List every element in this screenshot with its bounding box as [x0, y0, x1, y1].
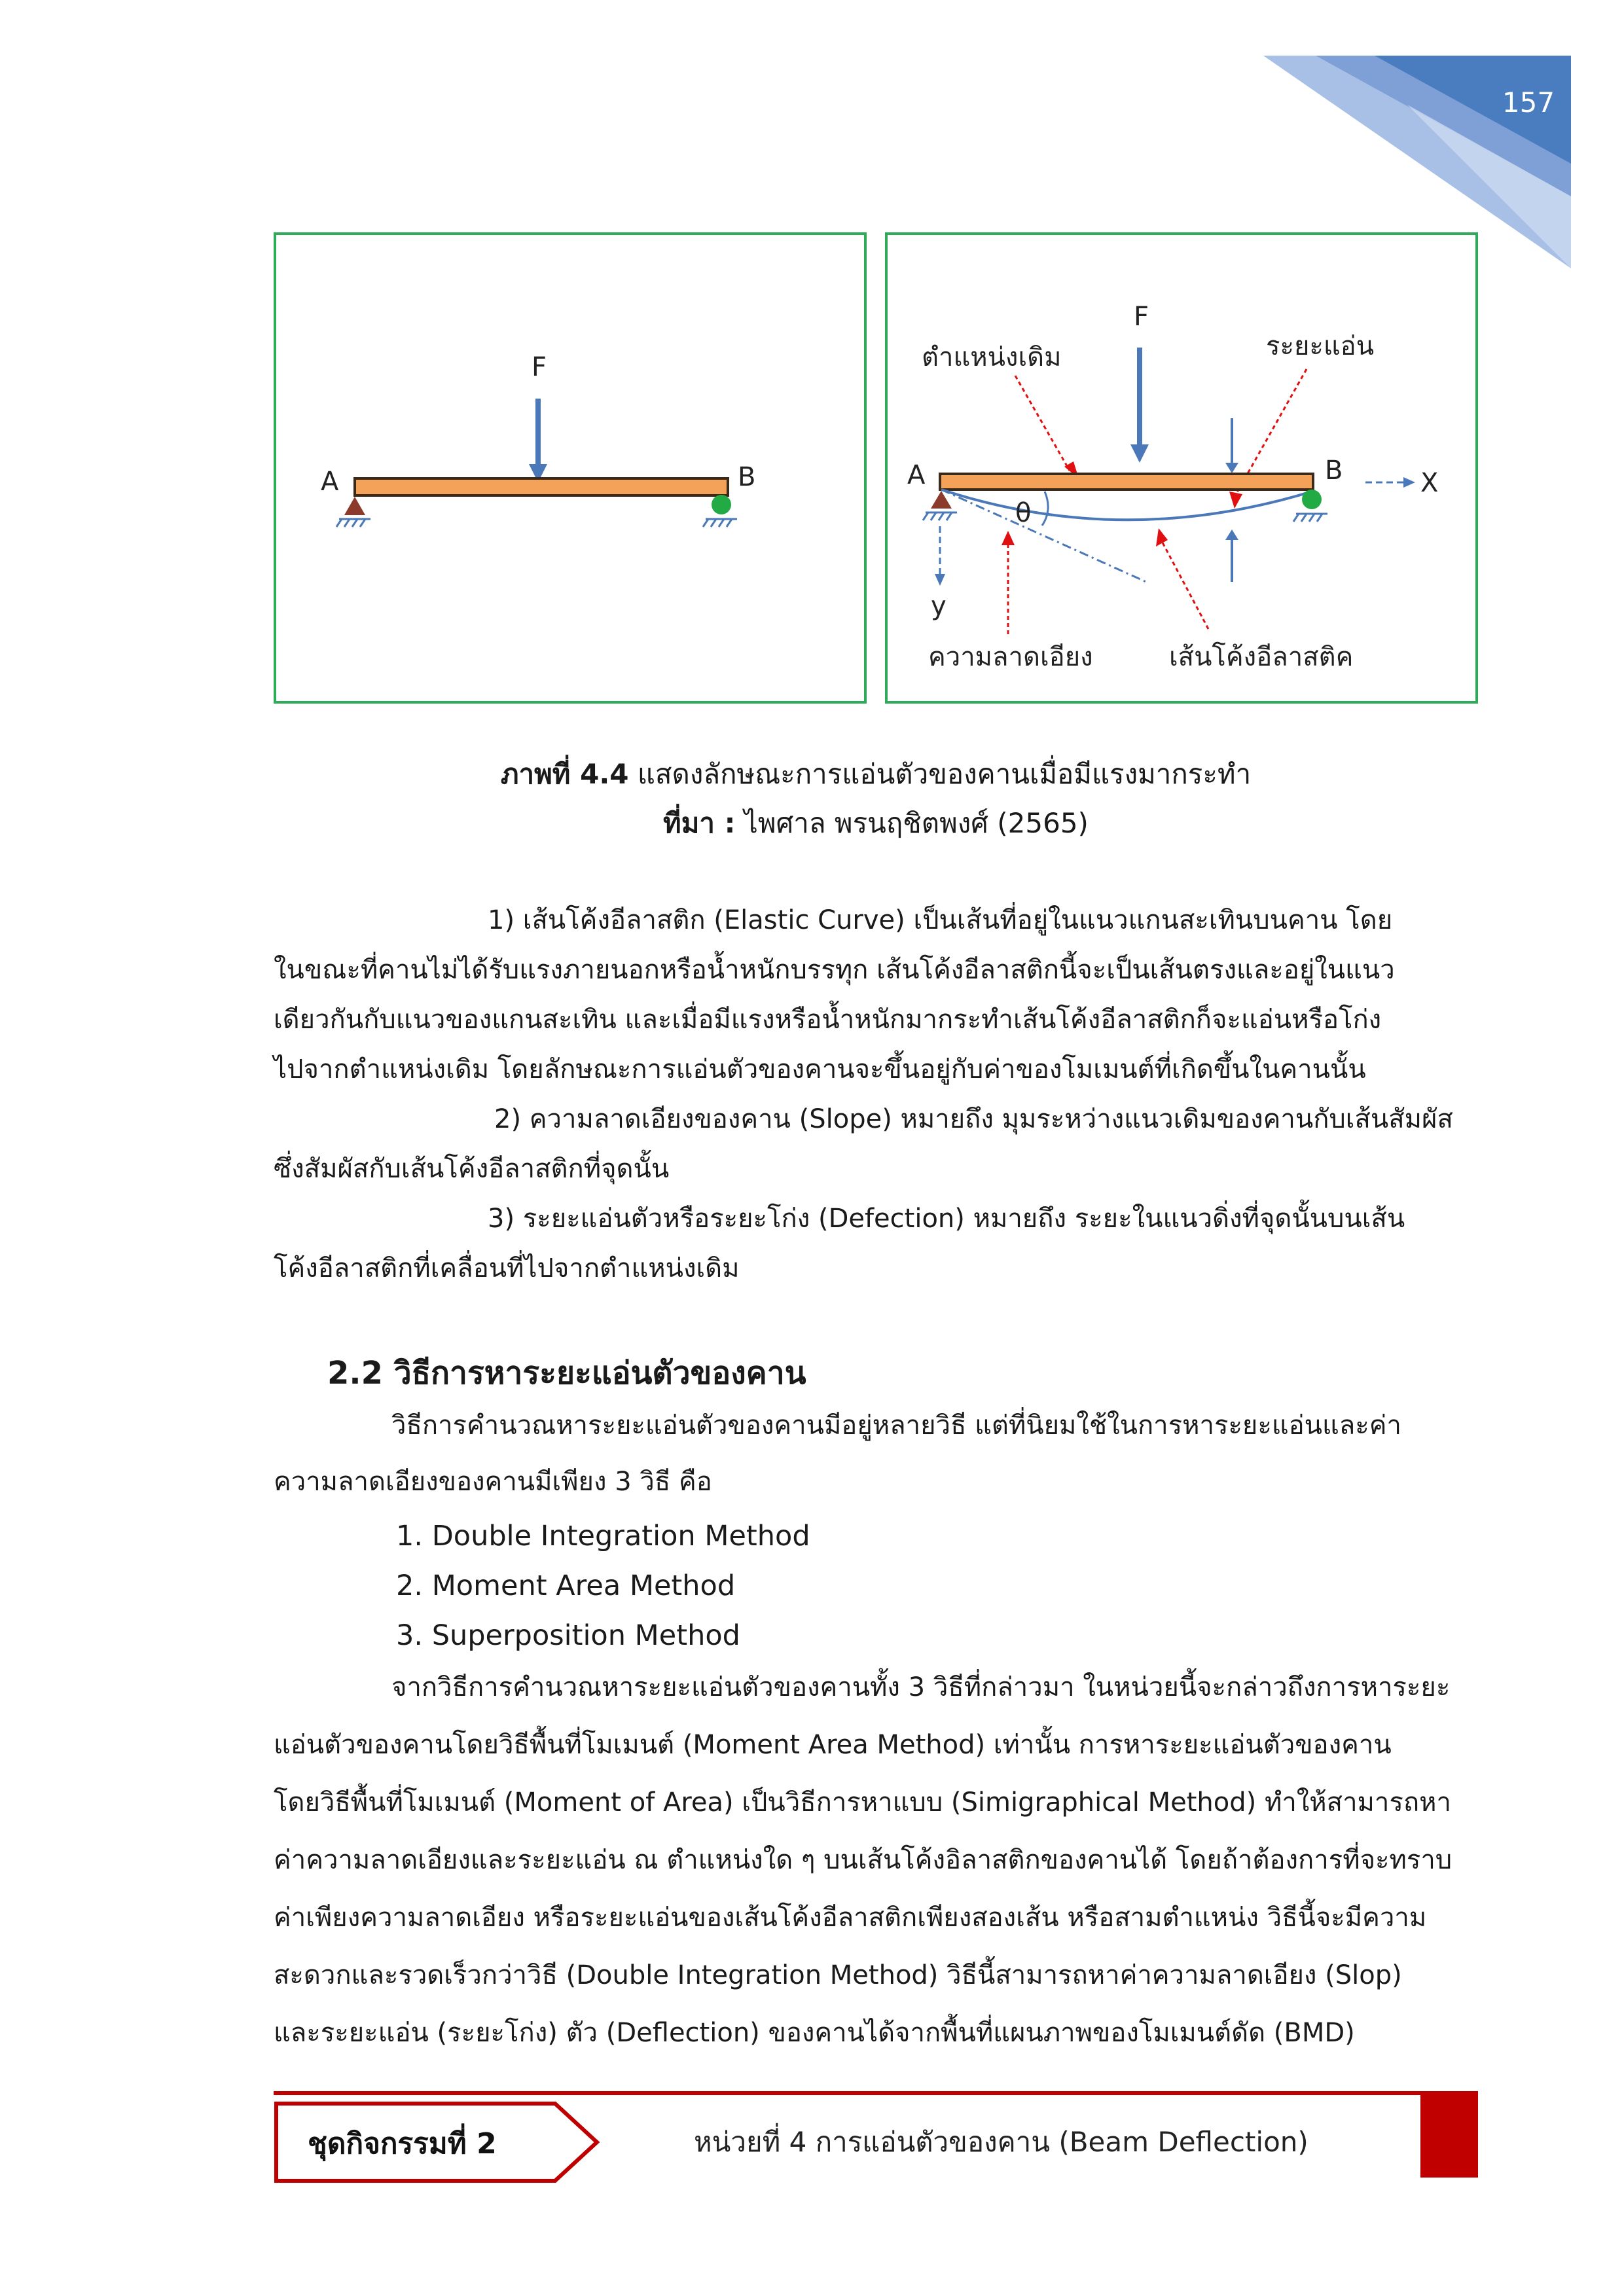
beam-diagram-right: [888, 235, 1475, 701]
original-position-label: ตำแหน่งเดิม: [922, 342, 1062, 372]
force-label: F: [1134, 302, 1149, 332]
intro-line-1: วิธีการคำนวณหาระยะแอ่นตัวของคานมีอยู่หลายวิธี แต่ที่นิยมใช้ในการหาระยะแอ่นและค่า: [391, 1410, 1401, 1441]
ground-hatch-b: [1293, 514, 1327, 522]
support-a-label: A: [907, 460, 926, 490]
body-line-6: สะดวกและรวดเร็วกว่าวิธี (Double Integration Method) วิธีนี้สามารถหาค่าความลาดเอียง (Slop): [274, 1960, 1402, 1990]
force-arrowhead: [1130, 444, 1149, 463]
definition-1-line-1: 1) เส้นโค้งอีลาสติก (Elastic Curve) เป็นเส้นที่อยู่ในแนวแกนสะเทินบนคาน โดย: [488, 905, 1393, 935]
source-label: ที่มา :: [663, 807, 736, 839]
definition-2-line-2: ซึ่งสัมผัสกับเส้นโค้งอีลาสติกที่จุดนั้น: [274, 1154, 670, 1184]
deflection-arrowhead-bottom: [1225, 529, 1238, 540]
definition-3-line-2: โค้งอีลาสติกที่เคลื่อนที่ไปจากตำแหน่งเดิม: [274, 1253, 740, 1283]
body-line-7: และระยะแอ่น (ระยะโก่ง) ตัว (Deflection) ของคานได้จากพื้นที่แผนภาพของโมเมนต์ดัด (BMD): [274, 2018, 1355, 2048]
x-axis-arrowhead: [1403, 477, 1415, 488]
support-b-label: B: [738, 462, 756, 492]
pointer-arrowhead: [1156, 528, 1168, 547]
caption-number: ภาพที่ 4.4: [500, 758, 629, 790]
beam-diagram-left: [276, 235, 864, 701]
body-line-2: แอ่นตัวของคานโดยวิธีพื้นที่โมเมนต์ (Moment Area Method) เท่านั้น การหาระยะแอ่นตัวของคาน: [274, 1730, 1392, 1760]
pointer-arrowhead: [1229, 492, 1242, 509]
deflection-arrowhead-top: [1225, 463, 1238, 473]
body-line-3: โดยวิธีพื้นที่โมเมนต์ (Moment of Area) เป็นวิธีการหาแบบ (Simigraphical Method) ทำให้สามารถหา: [274, 1787, 1451, 1818]
theta-label: θ: [1015, 498, 1032, 528]
intro-line-2: ความลาดเอียงของคานมีเพียง 3 วิธี คือ: [274, 1467, 712, 1497]
body-line-4: ค่าความลาดเอียงและระยะแอ่น ณ ตำแหน่งใด ๆ บนเส้นโค้งอิลาสติกของคานได้ โดยถ้าต้องการที่จะทราบ: [274, 1845, 1453, 1875]
definition-1-line-2: ในขณะที่คานไม่ได้รับแรงภายนอกหรือน้ำหนักบรรทุก เส้นโค้งอีลาสติกนี้จะเป็นเส้นตรงและอยู่ในแนว: [274, 955, 1395, 985]
slope-label: ความลาดเอียง: [928, 642, 1093, 672]
caption-text: แสดงลักษณะการแอ่นตัวของคานเมื่อมีแรงมากระทำ: [628, 758, 1252, 790]
beam: [355, 478, 728, 495]
figure-source: [274, 802, 1478, 845]
page-number: 157: [1502, 86, 1555, 118]
footer-activity-label: ชุดกิจกรรมที่ 2: [308, 2127, 497, 2161]
definition-1-line-4: ไปจากตำแหน่งเดิม โดยลักษณะการแอ่นตัวของคานจะขึ้นอยู่กับค่าของโมเมนต์ที่เกิดขึ้นในคานนั้น: [274, 1054, 1366, 1085]
roller-support-icon: [712, 495, 731, 514]
y-axis-arrowhead: [935, 574, 945, 586]
x-axis-label: X: [1420, 468, 1439, 498]
definition-3-line-1: 3) ระยะแอ่นตัวหรือระยะโก่ง (Defection) หมายถึง ระยะในแนวดิ่งที่จุดนั้นบนเส้น: [488, 1204, 1405, 1234]
roller-support-icon: [1302, 490, 1322, 509]
ground-hatch-a: [336, 519, 370, 527]
beam: [940, 474, 1313, 490]
pointer-elastic-curve: [1163, 543, 1208, 629]
figure-panel-deflected-beam: [885, 232, 1478, 704]
support-a-label: A: [321, 467, 339, 497]
body-line-5: ค่าเพียงความลาดเอียง หรือระยะแอ่นของเส้นโค้งอีลาสติกเพียงสองเส้น หรือสามตำแหน่ง วิธีนี้จะมีความ: [274, 1903, 1427, 1933]
section-heading: 2.2 วิธีการหาระยะแอ่นตัวของคาน: [327, 1355, 806, 1391]
footer-rule: [274, 2091, 1478, 2095]
ground-hatch-b: [703, 519, 737, 527]
pointer-original-position: [1015, 376, 1070, 471]
body-line-1: จากวิธีการคำนวณหาระยะแอ่นตัวของคานทั้ง 3 วิธีที่กล่าวมา ในหน่วยนี้จะกล่าวถึงการหาระยะ: [391, 1672, 1451, 1702]
footer-unit-title: หน่วยที่ 4 การแอ่นตัวของคาน (Beam Deflection): [694, 2126, 1308, 2158]
force-label: F: [532, 352, 547, 382]
y-axis-label: y: [931, 591, 947, 621]
figure-caption: [274, 753, 1478, 796]
elastic-curve-label: เส้นโค้งอีลาสติค: [1169, 642, 1354, 672]
method-item-2: 2. Moment Area Method: [396, 1570, 736, 1602]
ground-hatch-a: [923, 512, 957, 520]
theta-arc: [1042, 492, 1048, 526]
method-item-1: 1. Double Integration Method: [396, 1520, 810, 1552]
deflection-label: ระยะแอ่น: [1266, 331, 1375, 361]
figure-panel-unloaded-beam: [274, 232, 867, 704]
support-b-label: B: [1325, 456, 1343, 486]
pointer-arrowhead: [1001, 531, 1015, 545]
tangent-line: [941, 490, 1146, 582]
source-text: ไพศาล พรนฤชิตพงศ์ (2565): [735, 807, 1089, 839]
definition-1-line-3: เดียวกันกับแนวของแกนสะเทิน และเมื่อมีแรงหรือน้ำหนักมากระทำเส้นโค้งอีลาสติกก็จะแอ่นหรือโก่ง: [274, 1005, 1382, 1035]
pin-support-icon: [344, 497, 365, 515]
method-item-3: 3. Superposition Method: [396, 1619, 740, 1652]
definition-2-line-1: 2) ความลาดเอียงของคาน (Slope) หมายถึง มุมระหว่างแนวเดิมของคานกับเส้นสัมผัส: [494, 1104, 1453, 1134]
footer-accent-block: [1420, 2095, 1478, 2178]
